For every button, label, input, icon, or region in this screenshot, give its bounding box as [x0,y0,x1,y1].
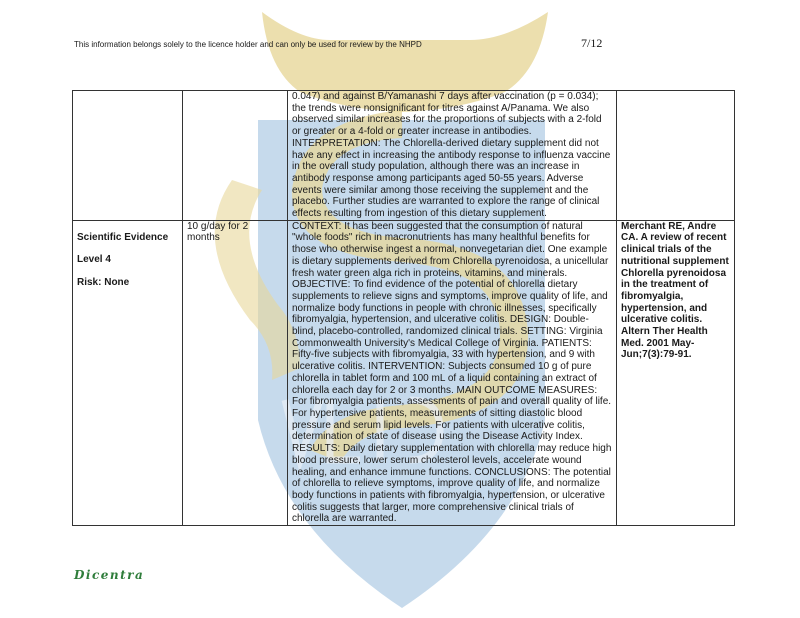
evidence-cell [73,220,183,525]
reference-cell: Merchant RE, Andre CA. A review of recent clinical trials of the nutritional supplement Chlorella pyrenoidosa in the treatment of fibromyalgia, hypertension, and ulcerative colitis. Altern Ther Health Med. 2001 May-Jun;7(3):79-91. [617,220,735,525]
table-row [73,220,735,525]
evidence-cell [73,91,183,221]
abstract-cell: CONTEXT: It has been suggested that the consumption of natural "whole foods" rich in macronutrients has many healthful benefits for those who otherwise ingest a normal, nonvegetarian diet. One example is dietary supplements derived from Chlorella pyrenoidosa, a unicellular fresh water green alga rich in proteins, vitamins, and minerals. OBJECTIVE: To find evidence of the potential of chlorella dietary supplements to relieve signs and symptoms, improve quality of life, and normalize body functions in people with chronic illnesses, specifically fibromyalgia, hypertension, and ulcerative colitis. DESIGN: Double-blind, placebo-controlled, randomized clinical trials. SETTING: Virginia Commonwealth University's Medical College of Virginia. PATIENTS: Fifty-five subjects with fibromyalgia, 33 with hypertension, and 9 with ulcerative colitis. INTERVENTION: Subjects consumed 10 g of pure chlorella in tablet form and 100 mL of a liquid containing an extract of chlorella each day for 2 or 3 months. MAIN OUTCOME MEASURES: For fibromyalgia patients, assessments of pain and overall quality of life. For hypertensive patients, measurements of sitting diastolic blood pressure and serum lipid levels. For patients with ulcerative colitis, determination of state of disease using the Disease Activity Index. RESULTS: Daily dietary supplementation with chlorella may reduce high blood pressure, lower serum cholesterol levels, accelerate wound healing, and enhance immune functions. CONCLUSIONS: The potential of chlorella to relieve symptoms, improve quality of life, and normalize body functions in patients with fibromyalgia, hypertension, or ulcerative colitis suggests that larger, more comprehensive clinical trials of chlorella are warranted. [288,220,617,525]
evidence-risk: Risk: None [77,277,130,289]
dicentra-logo: Dicentra [74,568,145,582]
evidence-level: Level 4 [77,254,111,266]
reference-cell [617,91,735,221]
dose-cell [183,91,288,221]
evidence-type: Scientific Evidence [77,231,169,243]
abstract-cell: 0.047) and against B/Yamanashi 7 days after vaccination (p = 0.034); the trends were nonsignificant for titres against A/Panama. We also observed similar increases for the proportions of subjects with a 2-fold or greater or a 4-fold or greater increase in antibodies. INTERPRETATION: The Chlorella-derived dietary supplement did not have any effect in increasing the antibody response to influenza vaccine in the overall study population, although there was an increase in antibody response among participants aged 50-55 years. Adverse events were similar among those receiving the supplement and the placebo. Further studies are warranted to explore the range of clinical effects resulting from ingestion of this dietary supplement. [288,91,617,221]
page-number: 7/12 [581,36,603,50]
evidence-table [72,90,735,526]
dose-cell: 10 g/day for 2 months [183,220,288,525]
table-row [73,91,735,221]
header-notice: This information belongs solely to the licence holder and can only be used for review by the NHPD [74,40,422,49]
